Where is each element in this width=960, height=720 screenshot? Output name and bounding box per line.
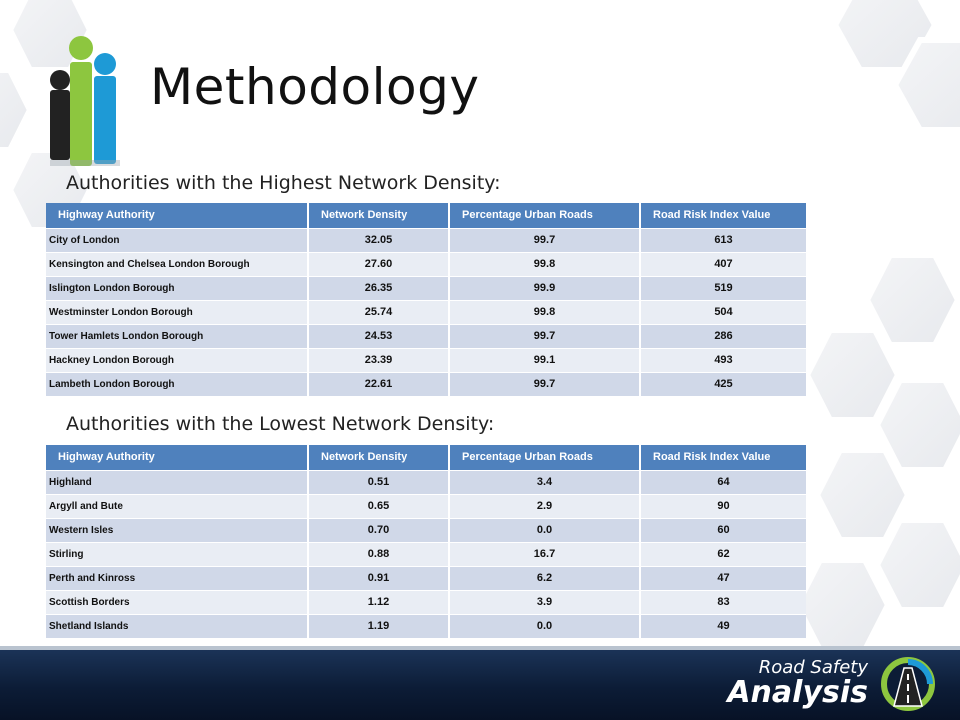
- urban-pct-cell: 6.2: [449, 566, 640, 590]
- page-title: Methodology: [150, 58, 480, 116]
- column-header: Network Density: [308, 203, 449, 228]
- brand-line-2: Analysis: [727, 675, 868, 710]
- table-row: [46, 542, 806, 566]
- authority-cell: Stirling: [46, 542, 308, 566]
- table-row: [46, 590, 806, 614]
- urban-pct-cell: 99.1: [449, 348, 640, 372]
- urban-pct-cell: 0.0: [449, 614, 640, 638]
- highest-density-heading: Authorities with the Highest Network Density:: [66, 172, 501, 194]
- table-row: [46, 614, 806, 638]
- table-header-row: [46, 203, 806, 228]
- density-cell: 0.51: [308, 470, 449, 494]
- authority-cell: Shetland Islands: [46, 614, 308, 638]
- column-header: Road Risk Index Value: [640, 203, 806, 228]
- column-header: Road Risk Index Value: [640, 445, 806, 470]
- risk-index-cell: 83: [640, 590, 806, 614]
- column-header: Highway Authority: [46, 445, 308, 470]
- risk-index-cell: 90: [640, 494, 806, 518]
- table-row: [46, 470, 806, 494]
- urban-pct-cell: 99.8: [449, 300, 640, 324]
- authority-cell: Western Isles: [46, 518, 308, 542]
- density-cell: 27.60: [308, 252, 449, 276]
- urban-pct-cell: 16.7: [449, 542, 640, 566]
- authority-cell: City of London: [46, 228, 308, 252]
- table-row: [46, 372, 806, 396]
- risk-index-cell: 519: [640, 276, 806, 300]
- density-cell: 0.91: [308, 566, 449, 590]
- authority-cell: Kensington and Chelsea London Borough: [46, 252, 308, 276]
- brand-line-1: Road Safety: [758, 657, 868, 678]
- table-row: [46, 276, 806, 300]
- table-row: [46, 518, 806, 542]
- authority-cell: Scottish Borders: [46, 590, 308, 614]
- lowest-density-heading: Authorities with the Lowest Network Density:: [66, 413, 495, 435]
- density-cell: 0.65: [308, 494, 449, 518]
- urban-pct-cell: 3.9: [449, 590, 640, 614]
- urban-pct-cell: 2.9: [449, 494, 640, 518]
- density-cell: 22.61: [308, 372, 449, 396]
- authority-cell: Westminster London Borough: [46, 300, 308, 324]
- road-circle-logo-icon: [874, 656, 938, 712]
- column-header: Percentage Urban Roads: [449, 203, 640, 228]
- authority-cell: Highland: [46, 470, 308, 494]
- authority-cell: Perth and Kinross: [46, 566, 308, 590]
- table-row: [46, 348, 806, 372]
- column-header: Highway Authority: [46, 203, 308, 228]
- highest-density-table: [46, 203, 806, 396]
- table-row: [46, 228, 806, 252]
- column-header: Network Density: [308, 445, 449, 470]
- authority-cell: Lambeth London Borough: [46, 372, 308, 396]
- density-cell: 25.74: [308, 300, 449, 324]
- authority-cell: Islington London Borough: [46, 276, 308, 300]
- density-cell: 0.70: [308, 518, 449, 542]
- table-row: [46, 300, 806, 324]
- density-cell: 26.35: [308, 276, 449, 300]
- risk-index-cell: 64: [640, 470, 806, 494]
- risk-index-cell: 613: [640, 228, 806, 252]
- authority-cell: Hackney London Borough: [46, 348, 308, 372]
- table-row: [46, 324, 806, 348]
- density-cell: 0.88: [308, 542, 449, 566]
- density-cell: 23.39: [308, 348, 449, 372]
- authority-cell: Tower Hamlets London Borough: [46, 324, 308, 348]
- risk-index-cell: 60: [640, 518, 806, 542]
- density-cell: 1.12: [308, 590, 449, 614]
- risk-index-cell: 425: [640, 372, 806, 396]
- urban-pct-cell: 3.4: [449, 470, 640, 494]
- urban-pct-cell: 99.7: [449, 228, 640, 252]
- authority-cell: Argyll and Bute: [46, 494, 308, 518]
- risk-index-cell: 504: [640, 300, 806, 324]
- urban-pct-cell: 99.8: [449, 252, 640, 276]
- risk-index-cell: 493: [640, 348, 806, 372]
- urban-pct-cell: 99.7: [449, 372, 640, 396]
- risk-index-cell: 49: [640, 614, 806, 638]
- lowest-density-table: [46, 445, 806, 638]
- urban-pct-cell: 99.9: [449, 276, 640, 300]
- density-cell: 32.05: [308, 228, 449, 252]
- table-row: [46, 252, 806, 276]
- risk-index-cell: 47: [640, 566, 806, 590]
- table-header-row: [46, 445, 806, 470]
- urban-pct-cell: 99.7: [449, 324, 640, 348]
- risk-index-cell: 407: [640, 252, 806, 276]
- table-row: [46, 494, 806, 518]
- risk-index-cell: 62: [640, 542, 806, 566]
- density-cell: 1.19: [308, 614, 449, 638]
- urban-pct-cell: 0.0: [449, 518, 640, 542]
- people-bars-logo-icon: [44, 30, 140, 170]
- density-cell: 24.53: [308, 324, 449, 348]
- table-row: [46, 566, 806, 590]
- risk-index-cell: 286: [640, 324, 806, 348]
- column-header: Percentage Urban Roads: [449, 445, 640, 470]
